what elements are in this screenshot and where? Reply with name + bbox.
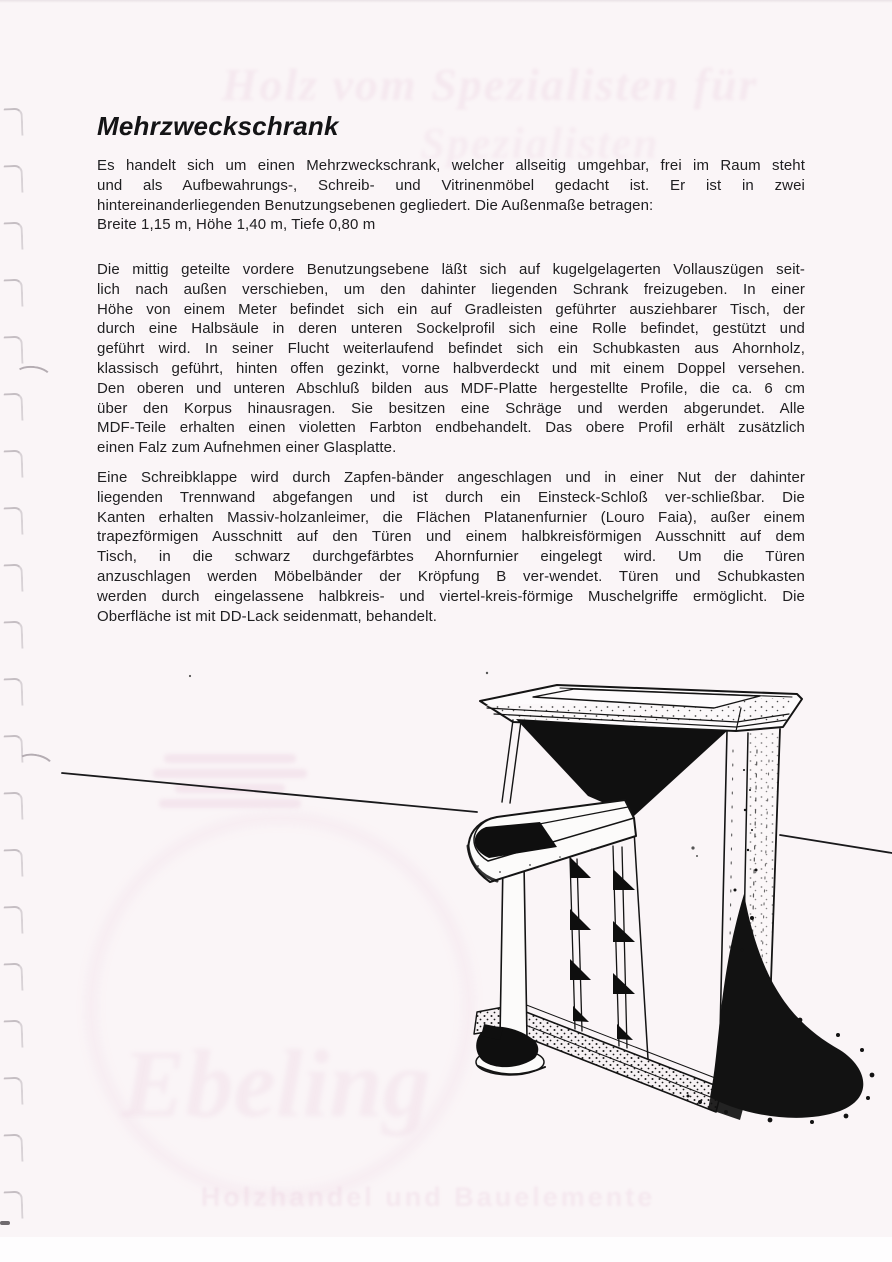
text-line: Eine Schreibklappe wird durch Zapfen-bänder angeschlagen und in einer Nut der dahinter bbox=[97, 469, 805, 486]
binding-mark bbox=[4, 393, 24, 422]
text-line: Kanten erhalten Massiv-holzanleimer, die Flächen Platanenfurnier (Louro Faia), außer einem bbox=[97, 508, 805, 526]
cast-shadow bbox=[687, 769, 875, 1124]
page-title: Mehrzweckschrank bbox=[97, 111, 339, 141]
text-line: trapezförmigen Ausschnitt auf den Türen und einem halbkreisförmigen Ausschnitt auf dem bbox=[97, 528, 805, 546]
binding-mark bbox=[4, 507, 24, 536]
text-line: anzuschlagen werden Möbelbänder der Kröpfung B ver-wendet. Türen und Schubkasten bbox=[97, 567, 805, 585]
binding-mark bbox=[4, 963, 24, 992]
binding-mark bbox=[4, 279, 24, 308]
text-line: Den oberen und unteren Abschluß bilden aus MDF-Platte hergestellte Profile, die ca. 6 cm bbox=[97, 379, 805, 397]
cabinet-line-drawing bbox=[0, 650, 892, 1130]
binding-mark bbox=[4, 564, 24, 593]
text-line: MDF-Teile erhalten einen violetten Farbton endbehandelt. Das obere Profil erhält zusätzlich bbox=[97, 419, 805, 437]
ghost-heading-line1: Holz vom Spezialisten für bbox=[221, 59, 759, 110]
binding-mark bbox=[4, 621, 24, 650]
scan-corner-mark bbox=[0, 1221, 10, 1225]
text-line: Es handelt sich um einen Mehrzweckschrank, welcher allseitig umgehbar, frei im Raum steht bbox=[97, 157, 805, 174]
left-stile bbox=[502, 720, 521, 803]
text-line: Die mittig geteilte vordere Benutzungsebene läßt sich auf kugelgelagerten Vollauszügen seit- bbox=[97, 261, 805, 278]
binding-squiggle bbox=[13, 364, 53, 390]
binding-mark bbox=[4, 1020, 24, 1049]
pull-out-table bbox=[468, 800, 636, 882]
ghost-logo-text: Ebeling bbox=[121, 1030, 431, 1137]
scan-top-edge bbox=[0, 0, 892, 3]
support-column bbox=[500, 862, 527, 1039]
ghost-heading-line2: Spezialisten bbox=[420, 119, 660, 168]
text-line: liegenden Trennwand abgefangen und ist durch ein Einsteck-Schloß ver-schließbar. Die bbox=[97, 488, 805, 506]
binding-mark bbox=[4, 336, 24, 365]
binding-mark bbox=[4, 165, 24, 194]
text-line: lich nach außen verschieben, um den dahinter liegenden Schrank freizugeben. In einer bbox=[97, 280, 805, 298]
binding-mark bbox=[4, 678, 24, 707]
text-line: hintereinanderliegenden Benutzungsebenen gegliedert. Die Außenmaße betragen: bbox=[97, 196, 654, 214]
paragraph-1 bbox=[97, 156, 805, 235]
text-line: werden durch eingelassene halbkreis- und viertel-kreis-förmige Muschelgriffe ermöglicht. Die bbox=[97, 587, 805, 605]
text-line: geführt wird. In seiner Flucht weiterlaufend befindet sich ein Schubkasten aus Ahornholz, bbox=[97, 340, 805, 358]
text-line: einen Falz zum Aufnehmen einer Glasplatte. bbox=[97, 439, 397, 457]
binding-mark bbox=[4, 792, 24, 821]
ghost-tagline: Holzhandel und Bauelemente bbox=[200, 1182, 656, 1212]
text-line: über den Korpus hinausragen. Sie besitzen eine Schräge und werden abgerundet. Alle bbox=[97, 399, 805, 417]
text-line: Breite 1,15 m, Höhe 1,40 m, Tiefe 0,80 m bbox=[97, 216, 376, 234]
scan-bottom-edge bbox=[0, 1237, 892, 1262]
binding-mark bbox=[4, 108, 24, 137]
binding-mark bbox=[4, 1134, 24, 1163]
paragraph-2 bbox=[97, 260, 805, 458]
binding-mark bbox=[4, 1191, 24, 1220]
binding-mark bbox=[4, 1077, 24, 1106]
text-line: durch eine Halbsäule in deren unteren Sockelprofil sich eine Rolle befindet, gestützt und bbox=[97, 320, 805, 338]
binding-mark bbox=[4, 906, 24, 935]
text-line: klassisch geführt, hinten offen gezinkt, vorne halbverdeckt und mit einem Doppel versehen. bbox=[97, 359, 805, 377]
text-line: und als Aufbewahrungs-, Schreib- und Vitrinenmöbel gedacht ist. Er ist in zwei bbox=[97, 176, 805, 194]
text-line: Oberfläche ist mit DD-Lack seidenmatt, behandelt. bbox=[97, 607, 438, 625]
floor-line-left bbox=[62, 773, 477, 812]
binding-mark bbox=[4, 849, 24, 878]
paragraph-3 bbox=[97, 468, 805, 626]
floor-line-right bbox=[780, 835, 892, 853]
text-line: Tisch, in die schwarz durchgefärbtes Ahornfurnier eingelegt wird. Um die Türen bbox=[97, 548, 805, 566]
text-line: Höhe von einem Meter befindet sich ein auf Gradleisten geführter ausziehbarer Tisch, der bbox=[97, 300, 805, 318]
binding-mark bbox=[4, 450, 24, 479]
binding-mark bbox=[4, 222, 24, 251]
